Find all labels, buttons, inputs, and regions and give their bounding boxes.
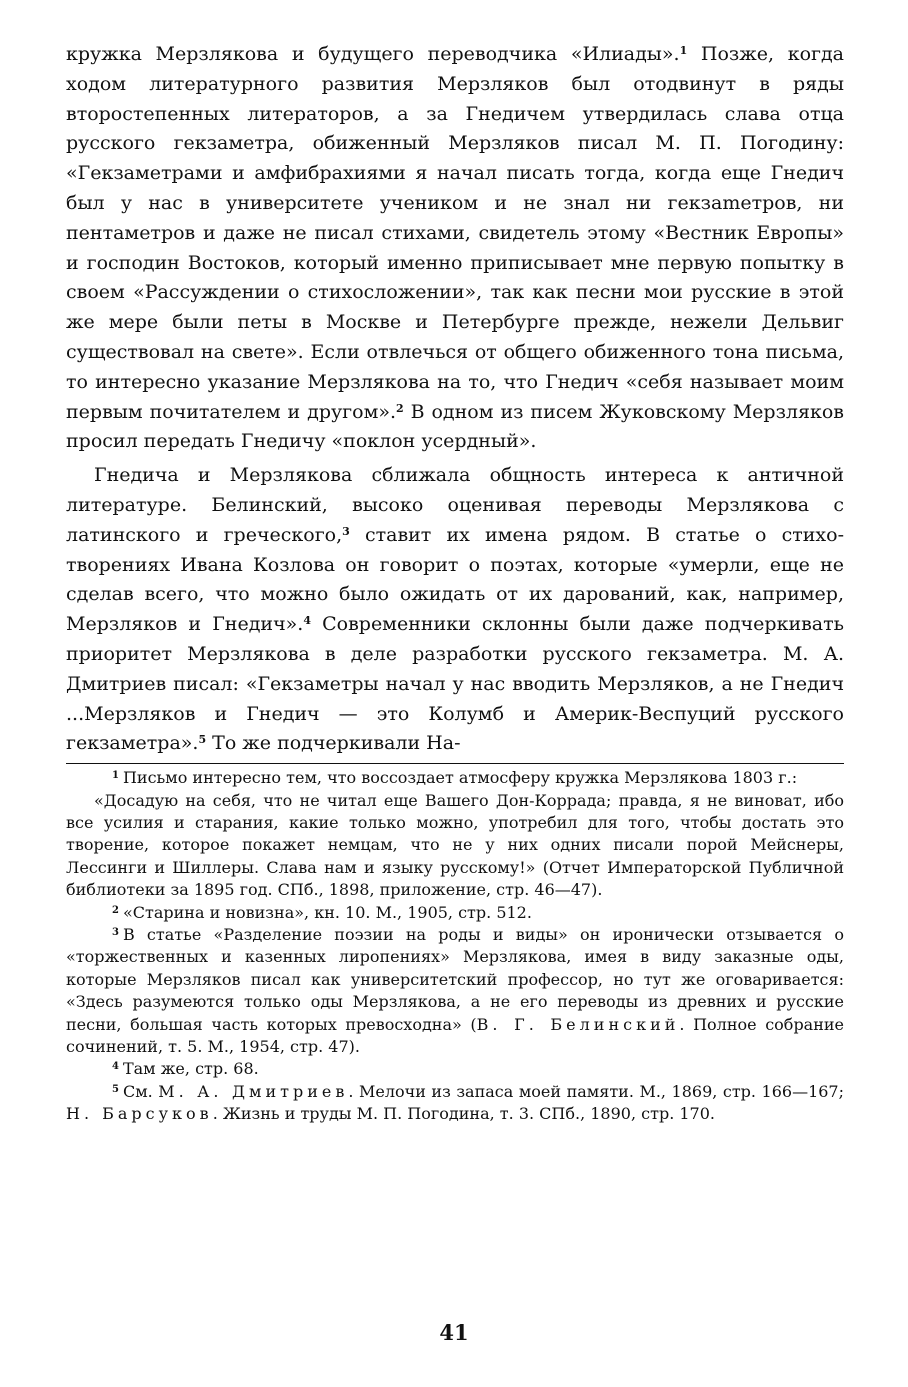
footnote-number: 4 (112, 1061, 119, 1073)
footnote-number: 3 (112, 926, 119, 938)
footnote-text: «Досадую на себя, что не читал еще Вашего Дон-Коррада; правда, я не виноват, ибо все усилия и старания, какие только можно, употребил для того, чтобы достать это творение, которое покажет немцам, что не у них одних писали порой Мейснеры, Лессинги и Шиллеры. Слава нам и языку русскому!» (Отчет Императорской Публичной библиотеки за 1895 год. СПб., 1898, приложение, стр. 46—47). (66, 790, 844, 900)
footnote-text: «Старина и новизна», кн. 10. М., 1905, стр. 512. (122, 902, 532, 922)
footnote-text: . Полное собрание сочинений, т. 5. М., 1954, стр. 47). (66, 1014, 845, 1056)
text-run: Гнедича и Мерзлякова сближала общность интереса к античной литературе. Белинский, высоко оценивая переводы Мерзлякова с латинского и греческого, (66, 464, 844, 546)
text-run: кружка Мерзлякова и будущего переводчика «Илиады». (66, 43, 680, 65)
footnote-divider (66, 763, 844, 764)
footnote-author: В. Г. Белинский (476, 1014, 680, 1034)
footnote-2 (66, 902, 844, 924)
footnote-number: 5 (112, 1083, 119, 1095)
footnote-text: . Жизнь и труды М. П. Погодина, т. 3. СПб., 1890, стр. 170. (212, 1104, 715, 1124)
page-number: 41 (439, 1320, 469, 1345)
footnote-ref-4[interactable]: 4 (303, 614, 311, 628)
footnotes (66, 767, 844, 1126)
text-run: Позже, когда ходом литературного развития Мерзляков был отодвинут в ряды второстепенных литераторов, а за Гнедичем утвердилась слава отца русского гекзаметра, обиженный Мерзляков писал М. П. Погодину: «Гекзаметрами и амфибрахиями я начал писать тогда, когда еще Гнедич был у нас в университете учеником и не знал ни гекзаmетров, ни пентаметров и даже не писал стихами, свидетель этому «Вестник Европы» и господин Востоков, который именно приписывает мне первую попытку в своем «Рассуждении о стихосложении», так как песни мои русские в этой же мере были петы в Москве и Петербурге прежде, нежели Дельвиг существовал на свете». Если отвлечься от общего обиженного тона письма, то интересно указание Мерзлякова на то, что Гнедич «себя называет моим первым почитателем и другом». (66, 43, 844, 423)
footnote-text: . Мелочи из запаса моей памяти. М., 1869, стр. 166—167; (348, 1081, 845, 1101)
footnote-1-quote (66, 790, 844, 902)
text-run: ставит их имена рядом. В статье о стихотворениях Ивана Козлова он говорит о поэтах, которые «умерли, еще не сделав всего, что можно было ожидать от их дарований, как, например, Мерзляков и Гнедич». (66, 523, 844, 636)
footnote-5 (66, 1081, 844, 1126)
footnote-number: 1 (112, 770, 119, 782)
footnote-ref-1[interactable]: 1 (679, 44, 688, 57)
footnote-4 (66, 1058, 844, 1080)
footnote-ref-5[interactable]: 5 (198, 733, 207, 747)
book-page (66, 40, 844, 1126)
paragraph-1 (66, 40, 844, 457)
text-run: В одном из писем Жуковскому Мерзляков просил передать Гнедичу «поклон усердный». (66, 400, 844, 453)
footnote-ref-2[interactable]: 2 (396, 401, 404, 415)
footnote-text: Там же, стр. 68. (122, 1059, 259, 1079)
footnote-author: М. А. Дмитриев (158, 1081, 349, 1101)
main-text (66, 40, 844, 759)
text-run: Современники склонны были даже подчеркивать приоритет Мерзлякова в деле разработки русского гекзаметра. М. А. Дмитриев писал: «Гекзаметры начал у нас вводить Мерзляков, а не Гнедич ...Мерзляков и Гнедич — это Колумб и Америк-Веспуций русского гекзаметра». (66, 613, 844, 755)
footnote-3 (66, 924, 844, 1058)
footnote-1 (66, 767, 844, 789)
footnote-number: 2 (112, 904, 119, 916)
footnote-text: Письмо интересно тем, что воссоздает атмосферу кружка Мерзлякова 1803 г.: (122, 768, 798, 788)
footnote-text: См. (122, 1081, 159, 1101)
footnote-text: В статье «Разделение поэзии на роды и виды» он иронически отзывается о «торжественных и казенных лиропениях» Мерзлякова, имея в виду заказные оды, которые Мерзляков писал как университетский профессор, но тут же оговаривается: «Здесь разумеются только оды Мерзлякова, а не его переводы из древних и русские песни, большая часть которых превосходна» ( (66, 924, 844, 1034)
footnote-ref-3[interactable]: 3 (342, 524, 350, 538)
footnote-author: Н. Барсуков (66, 1104, 213, 1124)
text-run: То же подчеркивали На- (206, 732, 461, 755)
paragraph-2 (66, 461, 844, 759)
